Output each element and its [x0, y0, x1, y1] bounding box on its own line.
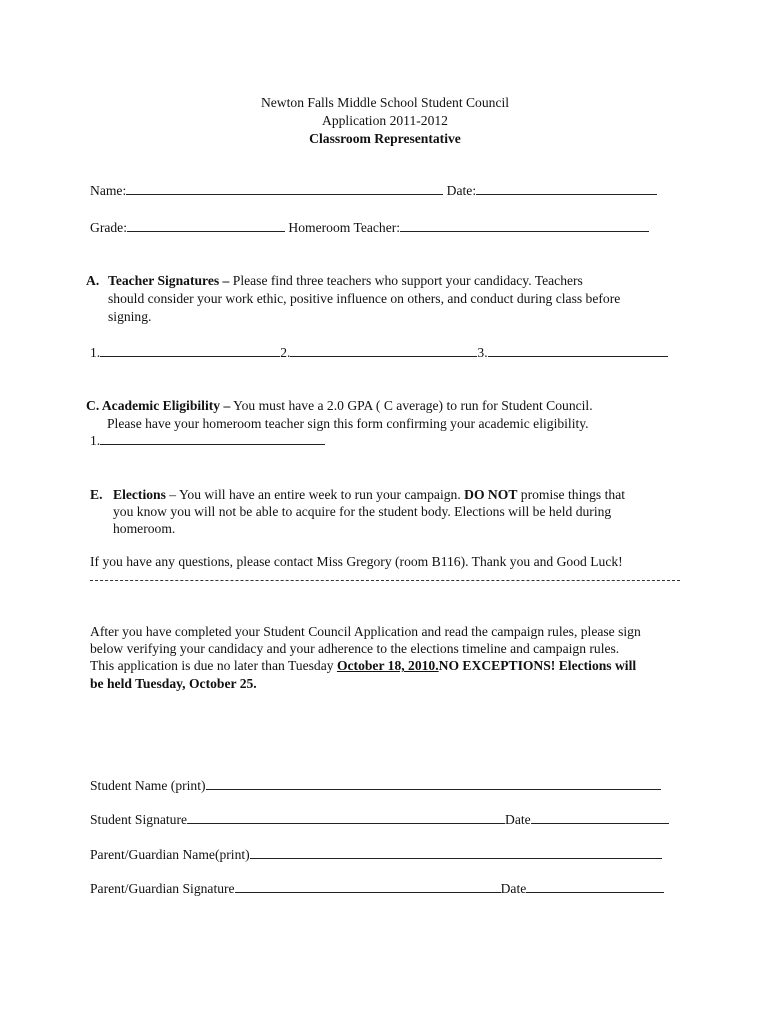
sig2-number: 2.: [280, 345, 291, 360]
name-label: Name:: [90, 183, 127, 198]
section-e-line3: homeroom.: [113, 521, 176, 536]
grade-row: [90, 219, 649, 236]
student-signature-row: [90, 811, 669, 828]
parent-date-label: Date: [500, 881, 527, 896]
homeroom-teacher-field[interactable]: [400, 219, 649, 232]
teacher-signature-3[interactable]: [488, 344, 668, 357]
student-name-row: [90, 777, 661, 794]
parent-signature-field[interactable]: [235, 880, 501, 893]
student-name-label: Student Name (print): [90, 778, 206, 793]
deadline-date: October 18, 2010.: [336, 658, 439, 673]
parent-name-field[interactable]: [250, 846, 662, 859]
student-name-field[interactable]: [206, 777, 661, 790]
closing-line4: be held Tuesday, October 25.: [90, 676, 257, 691]
teacher-signature-1[interactable]: [100, 344, 280, 357]
closing-line2: below verifying your candidacy and your adherence to the elections timeline and campaign rules.: [90, 641, 620, 656]
teacher-signature-2[interactable]: [290, 344, 477, 357]
grade-label: Grade:: [90, 220, 127, 235]
section-a-marker: A.: [86, 273, 100, 288]
student-signature-field[interactable]: [187, 811, 505, 824]
section-a-line1: [108, 272, 583, 289]
eligibility-sig-number: 1.: [90, 433, 101, 448]
no-exceptions: NO EXCEPTIONS! Elections will: [438, 658, 637, 673]
section-a-line2: should consider your work ethic, positive influence on others, and conduct during class before: [108, 291, 621, 306]
eligibility-signature[interactable]: [100, 432, 325, 445]
section-a-text1: Please find three teachers who support your candidacy. Teachers: [232, 273, 583, 288]
parent-name-label: Parent/Guardian Name(print): [90, 847, 250, 862]
dashed-divider: [90, 580, 680, 581]
school-title: Newton Falls Middle School Student Council: [260, 95, 510, 110]
section-c-line2: Please have your homeroom teacher sign this form confirming your academic eligibility.: [107, 416, 589, 431]
section-c-text1: You must have a 2.0 GPA ( C average) to run for Student Council.: [233, 398, 593, 413]
section-c-line1: [86, 397, 593, 414]
section-e-line2: you know you will not be able to acquire for the student body. Elections will be held during: [113, 504, 612, 519]
sig3-number: 3.: [477, 345, 488, 360]
section-e-title: Elections: [113, 487, 166, 502]
section-e-text1c: promise things that: [520, 487, 626, 502]
sig1-number: 1.: [90, 345, 101, 360]
section-a-line3: signing.: [108, 309, 152, 324]
closing-line1: After you have completed your Student Council Application and read the campaign rules, please sign: [90, 624, 641, 639]
parent-name-row: [90, 846, 662, 863]
date-field[interactable]: [476, 182, 657, 195]
parent-signature-label: Parent/Guardian Signature: [90, 881, 235, 896]
contact-line: If you have any questions, please contact Miss Gregory (room B116). Thank you and Good Luck!: [90, 554, 623, 569]
section-e-text1: – You will have an entire week to run your campaign.: [169, 487, 461, 502]
section-e-marker: E.: [90, 487, 103, 502]
homeroom-label: Homeroom Teacher:: [288, 220, 401, 235]
grade-field[interactable]: [127, 219, 285, 232]
student-signature-label: Student Signature: [90, 812, 188, 827]
date-label: Date:: [446, 183, 477, 198]
name-field[interactable]: [126, 182, 443, 195]
parent-date-field[interactable]: [526, 880, 664, 893]
teacher-signature-row: [90, 344, 668, 361]
application-year: Application 2011-2012: [322, 113, 448, 128]
student-date-field[interactable]: [531, 811, 669, 824]
section-a-title: Teacher Signatures –: [108, 273, 230, 288]
do-not-emphasis: DO NOT: [464, 487, 518, 502]
section-c-title: C. Academic Eligibility –: [86, 398, 231, 413]
student-date-label: Date: [505, 812, 531, 827]
closing-text3a: This application is due no later than Tuesday: [90, 658, 334, 673]
name-row: [90, 182, 657, 199]
closing-line3: [90, 657, 636, 674]
eligibility-signature-row: [90, 432, 325, 449]
parent-signature-row: [90, 880, 664, 897]
section-e-line1: [113, 486, 625, 503]
position-title: Classroom Representative: [309, 131, 461, 146]
